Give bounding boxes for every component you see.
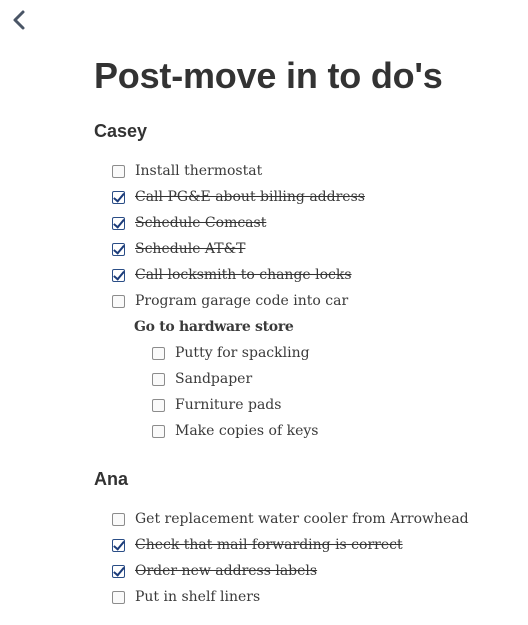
task-item (112, 558, 469, 584)
task-label: Check that mail forwarding is correct (135, 537, 403, 553)
chevron-left-icon (10, 9, 30, 31)
task-label: Call locksmith to change locks (135, 267, 352, 283)
task-checkbox[interactable] (112, 191, 125, 204)
task-item (112, 340, 365, 366)
task-checkbox[interactable] (112, 295, 125, 308)
task-item (112, 392, 365, 418)
task-label: Program garage code into car (135, 293, 349, 309)
task-list-ana (112, 506, 469, 610)
task-item (112, 210, 365, 236)
task-checkbox[interactable] (112, 217, 125, 230)
section-heading-casey: Casey (94, 121, 148, 141)
task-label: Call PG&E about billing address (135, 189, 365, 205)
task-label: Schedule Comcast (135, 215, 267, 231)
task-label: Schedule AT&T (135, 241, 246, 257)
task-checkbox[interactable] (112, 591, 125, 604)
task-item (112, 184, 365, 210)
task-item (112, 288, 365, 314)
task-checkbox[interactable] (152, 399, 165, 412)
task-checkbox[interactable] (112, 269, 125, 282)
task-checkbox[interactable] (152, 373, 165, 386)
task-checkbox[interactable] (112, 565, 125, 578)
task-item (112, 506, 469, 532)
task-label: Furniture pads (175, 397, 282, 413)
task-checkbox[interactable] (112, 539, 125, 552)
task-item (112, 584, 469, 610)
subgroup-heading: Go to hardware store (134, 319, 294, 335)
task-checkbox[interactable] (152, 425, 165, 438)
task-item (112, 532, 469, 558)
page-title: Post-move in to do's (94, 55, 443, 96)
task-checkbox[interactable] (112, 243, 125, 256)
task-label: Putty for spackling (175, 345, 310, 361)
task-label: Get replacement water cooler from Arrowhead (135, 511, 469, 527)
task-label: Sandpaper (175, 371, 253, 387)
task-item (112, 366, 365, 392)
task-checkbox[interactable] (152, 347, 165, 360)
task-item (112, 262, 365, 288)
task-checkbox[interactable] (112, 513, 125, 526)
task-checkbox[interactable] (112, 165, 125, 178)
back-button[interactable] (10, 9, 30, 31)
task-label: Install thermostat (135, 163, 263, 179)
task-label: Order new address labels (135, 563, 318, 579)
section-heading-ana: Ana (94, 469, 129, 489)
task-item (112, 418, 365, 444)
task-label: Make copies of keys (175, 423, 319, 439)
task-item (112, 158, 365, 184)
task-label: Put in shelf liners (135, 589, 261, 605)
task-list-casey (112, 158, 365, 444)
task-item (112, 236, 365, 262)
